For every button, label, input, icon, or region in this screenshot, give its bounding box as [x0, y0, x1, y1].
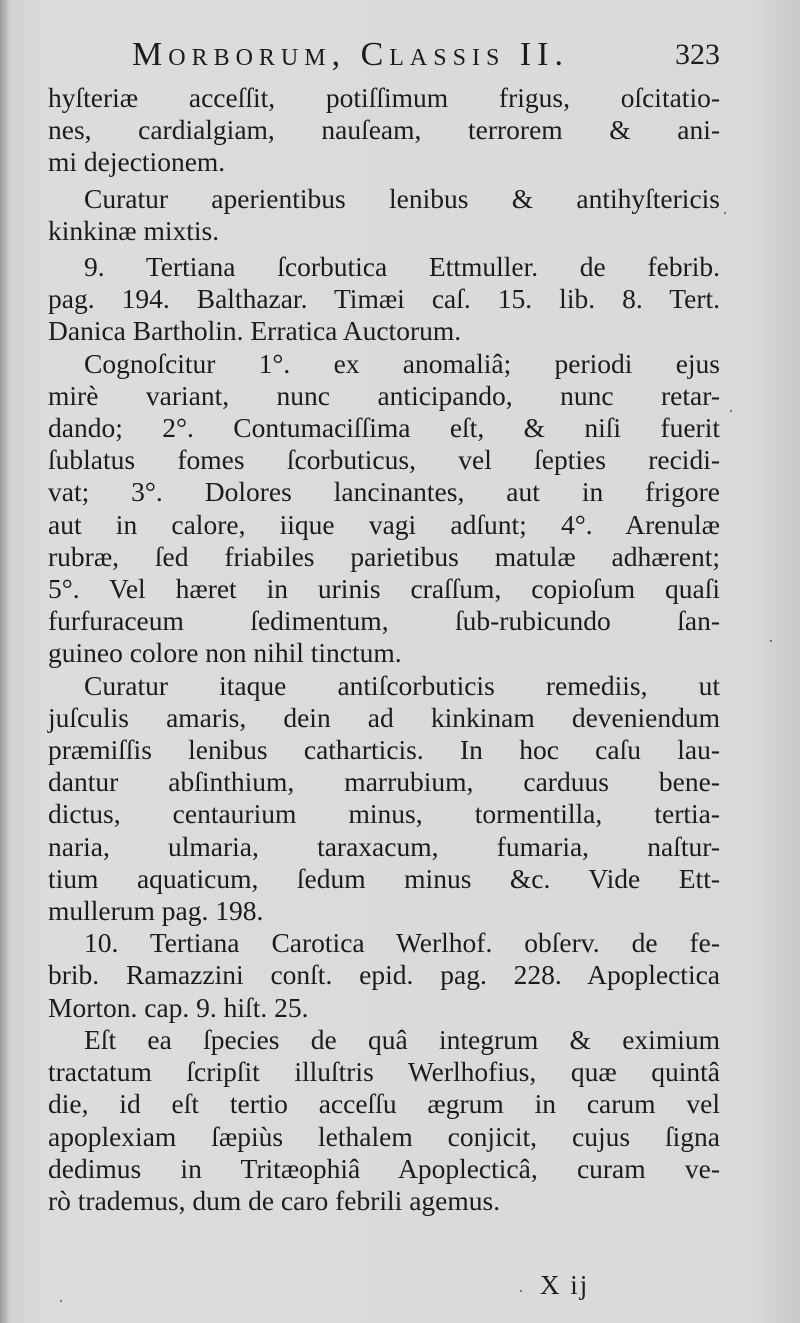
text-line: Curatur itaque antiſcorbuticis remediis, ut — [84, 669, 720, 701]
text-line: ſublatus fomes ſcorbuticus, vel ſepties recidi- — [48, 444, 720, 476]
text-line: dedimus in Tritæophiâ Apoplecticâ, curam ve- — [48, 1152, 720, 1184]
text-line: nes, cardialgiam, nauſeam, terrorem & ani- — [48, 114, 720, 146]
text-line: pag. 194. Balthazar. Timæi caſ. 15. lib. 8. Tert. — [48, 283, 720, 315]
text-line: Cognoſcitur 1°. ex anomaliâ; periodi ejus — [84, 347, 720, 379]
page-body — [48, 82, 720, 1217]
text-line: brib. Ramazzini conſt. epid. pag. 228. Apoplectica — [48, 959, 720, 991]
text-line: mirè variant, nunc anticipando, nunc retar- — [48, 379, 720, 411]
text-line: aut in calore, iique vagi adſunt; 4°. Arenulæ — [48, 508, 720, 540]
text-line: kinkinæ mixtis. — [48, 214, 220, 246]
text-line: Morton. cap. 9. hiſt. 25. — [48, 991, 309, 1023]
page-gutter-shadow — [0, 0, 10, 1323]
running-header — [48, 34, 720, 82]
text-line: Eſt ea ſpecies de quâ integrum & eximium — [84, 1023, 720, 1055]
text-line: die, id eſt tertio acceſſu ægrum in carum vel — [48, 1088, 720, 1120]
text-line: mullerum pag. 198. — [48, 895, 264, 927]
text-line: dantur abſinthium, marrubium, carduus bene- — [48, 766, 720, 798]
text-line: apoplexiam ſæpiùs lethalem conjicit, cujus ſigna — [48, 1120, 720, 1152]
text-line: 10. Tertiana Carotica Werlhof. obſerv. de fe- — [84, 927, 720, 959]
text-line: Danica Bartholin. Erratica Auctorum. — [48, 315, 462, 347]
text-line: rubræ, ſed friabiles parietibus matulæ adhærent; — [48, 540, 720, 572]
signature-mark: X ij — [540, 1270, 590, 1300]
text-line: Curatur aperientibus lenibus & antihyſtericis — [84, 182, 720, 214]
text-line: juſculis amaris, dein ad kinkinam deveniendum — [48, 701, 720, 733]
text-line: 9. Tertiana ſcorbutica Ettmuller. de febrib. — [84, 251, 720, 283]
text-line: guineo colore non nihil tinctum. — [48, 637, 402, 669]
page-number: 323 — [675, 38, 720, 71]
text-line: 5°. Vel hæret in urinis craſſum, copioſum quaſi — [48, 573, 720, 605]
text-line: præmiſſis lenibus catharticis. In hoc caſu lau- — [48, 734, 720, 766]
text-line: hyſteriæ acceſſit, potiſſimum frigus, oſcitatio- — [48, 82, 720, 113]
text-line: furfuraceum ſedimentum, ſub-rubicundo ſan- — [48, 605, 720, 637]
text-line: tium aquaticum, ſedum minus &c. Vide Ett- — [48, 862, 720, 894]
text-line: mi dejectionem. — [48, 146, 226, 178]
text-line: dando; 2°. Contumaciſſima eſt, & niſi fuerit — [48, 412, 720, 444]
running-title: Morborum, Classis II. — [132, 36, 569, 73]
text-line: naria, ulmaria, taraxacum, fumaria, naſtur- — [48, 830, 720, 862]
text-line: dictus, centaurium minus, tormentilla, tertia- — [48, 798, 720, 830]
text-line: vat; 3°. Dolores lancinantes, aut in frigore — [48, 476, 720, 508]
text-line: rò trademus, dum de caro febrili agemus. — [48, 1184, 501, 1216]
text-line: tractatum ſcripſit illuſtris Werlhofius, quæ quintâ — [48, 1056, 720, 1088]
